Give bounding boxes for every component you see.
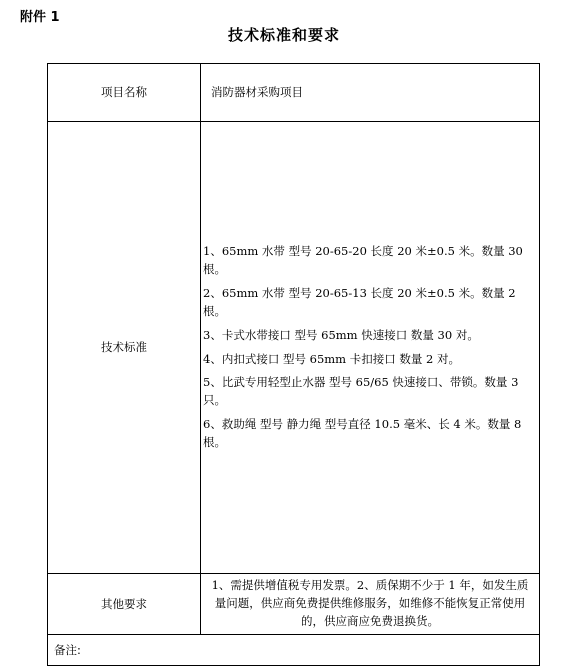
table-row-other-requirements bbox=[48, 574, 540, 635]
tech-standards-label: 技术标准 bbox=[48, 122, 201, 574]
project-name-value: 消防器材采购项目 bbox=[201, 64, 540, 122]
tech-item-5: 5、比武专用轻型止水器 型号 65/65 快速接口、带锁。数量 3 只。 bbox=[203, 375, 519, 408]
table-row-tech-standards bbox=[48, 122, 540, 574]
project-name-label: 项目名称 bbox=[48, 64, 201, 122]
remarks-label: 备注: bbox=[48, 635, 540, 666]
tech-item-1: 1、65mm 水带 型号 20-65-20 长度 20 米±0.5 米。数量 30 根。 bbox=[203, 244, 523, 277]
tech-item-3: 3、卡式水带接口 型号 65mm 快速接口 数量 30 对。 bbox=[203, 327, 479, 342]
other-requirements-label: 其他要求 bbox=[48, 574, 201, 635]
requirements-table bbox=[47, 63, 540, 666]
table-row-project-name bbox=[48, 64, 540, 122]
table-row-remarks bbox=[48, 635, 540, 666]
document-title: 技术标准和要求 bbox=[227, 26, 340, 44]
tech-item-6: 6、救助绳 型号 静力绳 型号直径 10.5 毫米、长 4 米。数量 8 根。 bbox=[203, 416, 522, 449]
tech-standards-list bbox=[201, 122, 540, 574]
attachment-label: 附件 1 bbox=[20, 10, 60, 25]
tech-item-2: 2、65mm 水带 型号 20-65-13 长度 20 米±0.5 米。数量 2 根。 bbox=[203, 286, 516, 318]
other-requirements-value: 1、需提供增值税专用发票。2、质保期不少于 1 年，如发生质量问题，供应商免费提供维修服务，如维修不能恢复正常使用的，供应商应免费退换货。 bbox=[201, 574, 540, 635]
tech-item-4: 4、内扣式接口 型号 65mm 卡扣接口 数量 2 对。 bbox=[203, 351, 461, 366]
